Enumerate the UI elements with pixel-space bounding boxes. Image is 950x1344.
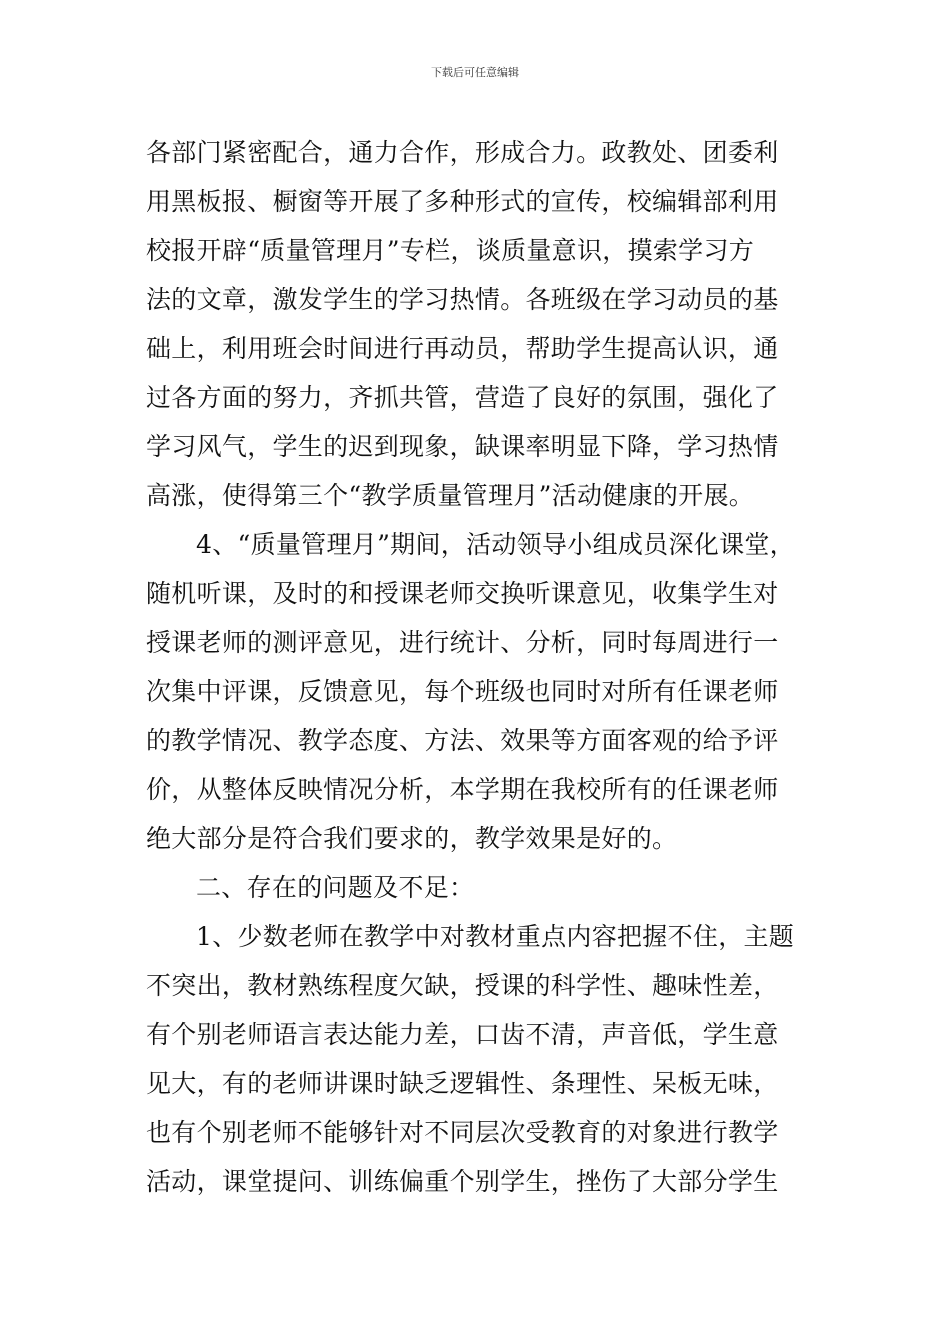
text-line: 见大，有的老师讲课时缺乏逻辑性、条理性、呆板无味， <box>146 1069 779 1098</box>
text-line: 也有个别老师不能够针对不同层次受教育的对象进行教学 <box>146 1118 779 1147</box>
text-line: 各部门紧密配合，通力合作，形成合力。政教处、团委利 <box>146 138 779 167</box>
document-body <box>146 128 810 1206</box>
text-line: 有个别老师语言表达能力差，口齿不清，声音低，学生意 <box>146 1020 779 1049</box>
text-line: 学习风气，学生的迟到现象，缺课率明显下降，学习热情 <box>146 432 779 461</box>
text-line: 校报开辟“质量管理月”专栏，谈质量意识，摸索学习方 <box>146 236 755 265</box>
text-line: 活动，课堂提问、训练偏重个别学生，挫伤了大部分学生 <box>146 1167 779 1196</box>
page-header: 下载后可任意编辑 <box>431 66 519 79</box>
section-heading: 二、存在的问题及不足： <box>196 873 475 902</box>
text-line: 随机听课，及时的和授课老师交换听课意见，收集学生对 <box>146 579 779 608</box>
text-line: 用黑板报、橱窗等开展了多种形式的宣传，校编辑部利用 <box>146 187 779 216</box>
text-line: 不突出，教材熟练程度欠缺，授课的科学性、趣味性差， <box>146 971 779 1000</box>
text-line: 价，从整体反映情况分析，本学期在我校所有的任课老师 <box>146 775 779 804</box>
text-line: 础上，利用班会时间进行再动员，帮助学生提高认识，通 <box>146 334 779 363</box>
paragraph-start-line: 4、“质量管理月”期间，活动领导小组成员深化课堂， <box>196 530 795 559</box>
text-line: 次集中评课，反馈意见，每个班级也同时对所有任课老师 <box>146 677 779 706</box>
paragraph-start-line: 1、少数老师在教学中对教材重点内容把握不住，主题 <box>196 922 795 951</box>
text-line: 的教学情况、教学态度、方法、效果等方面客观的给予评 <box>146 726 779 755</box>
text-line: 绝大部分是符合我们要求的，教学效果是好的。 <box>146 824 678 853</box>
text-line: 法的文章，激发学生的学习热情。各班级在学习动员的基 <box>146 285 779 314</box>
text-line: 过各方面的努力，齐抓共管，营造了良好的氛围，强化了 <box>146 383 779 412</box>
text-line: 高涨，使得第三个“教学质量管理月”活动健康的开展。 <box>146 481 755 510</box>
text-line: 授课老师的测评意见，进行统计、分析，同时每周进行一 <box>146 628 779 657</box>
